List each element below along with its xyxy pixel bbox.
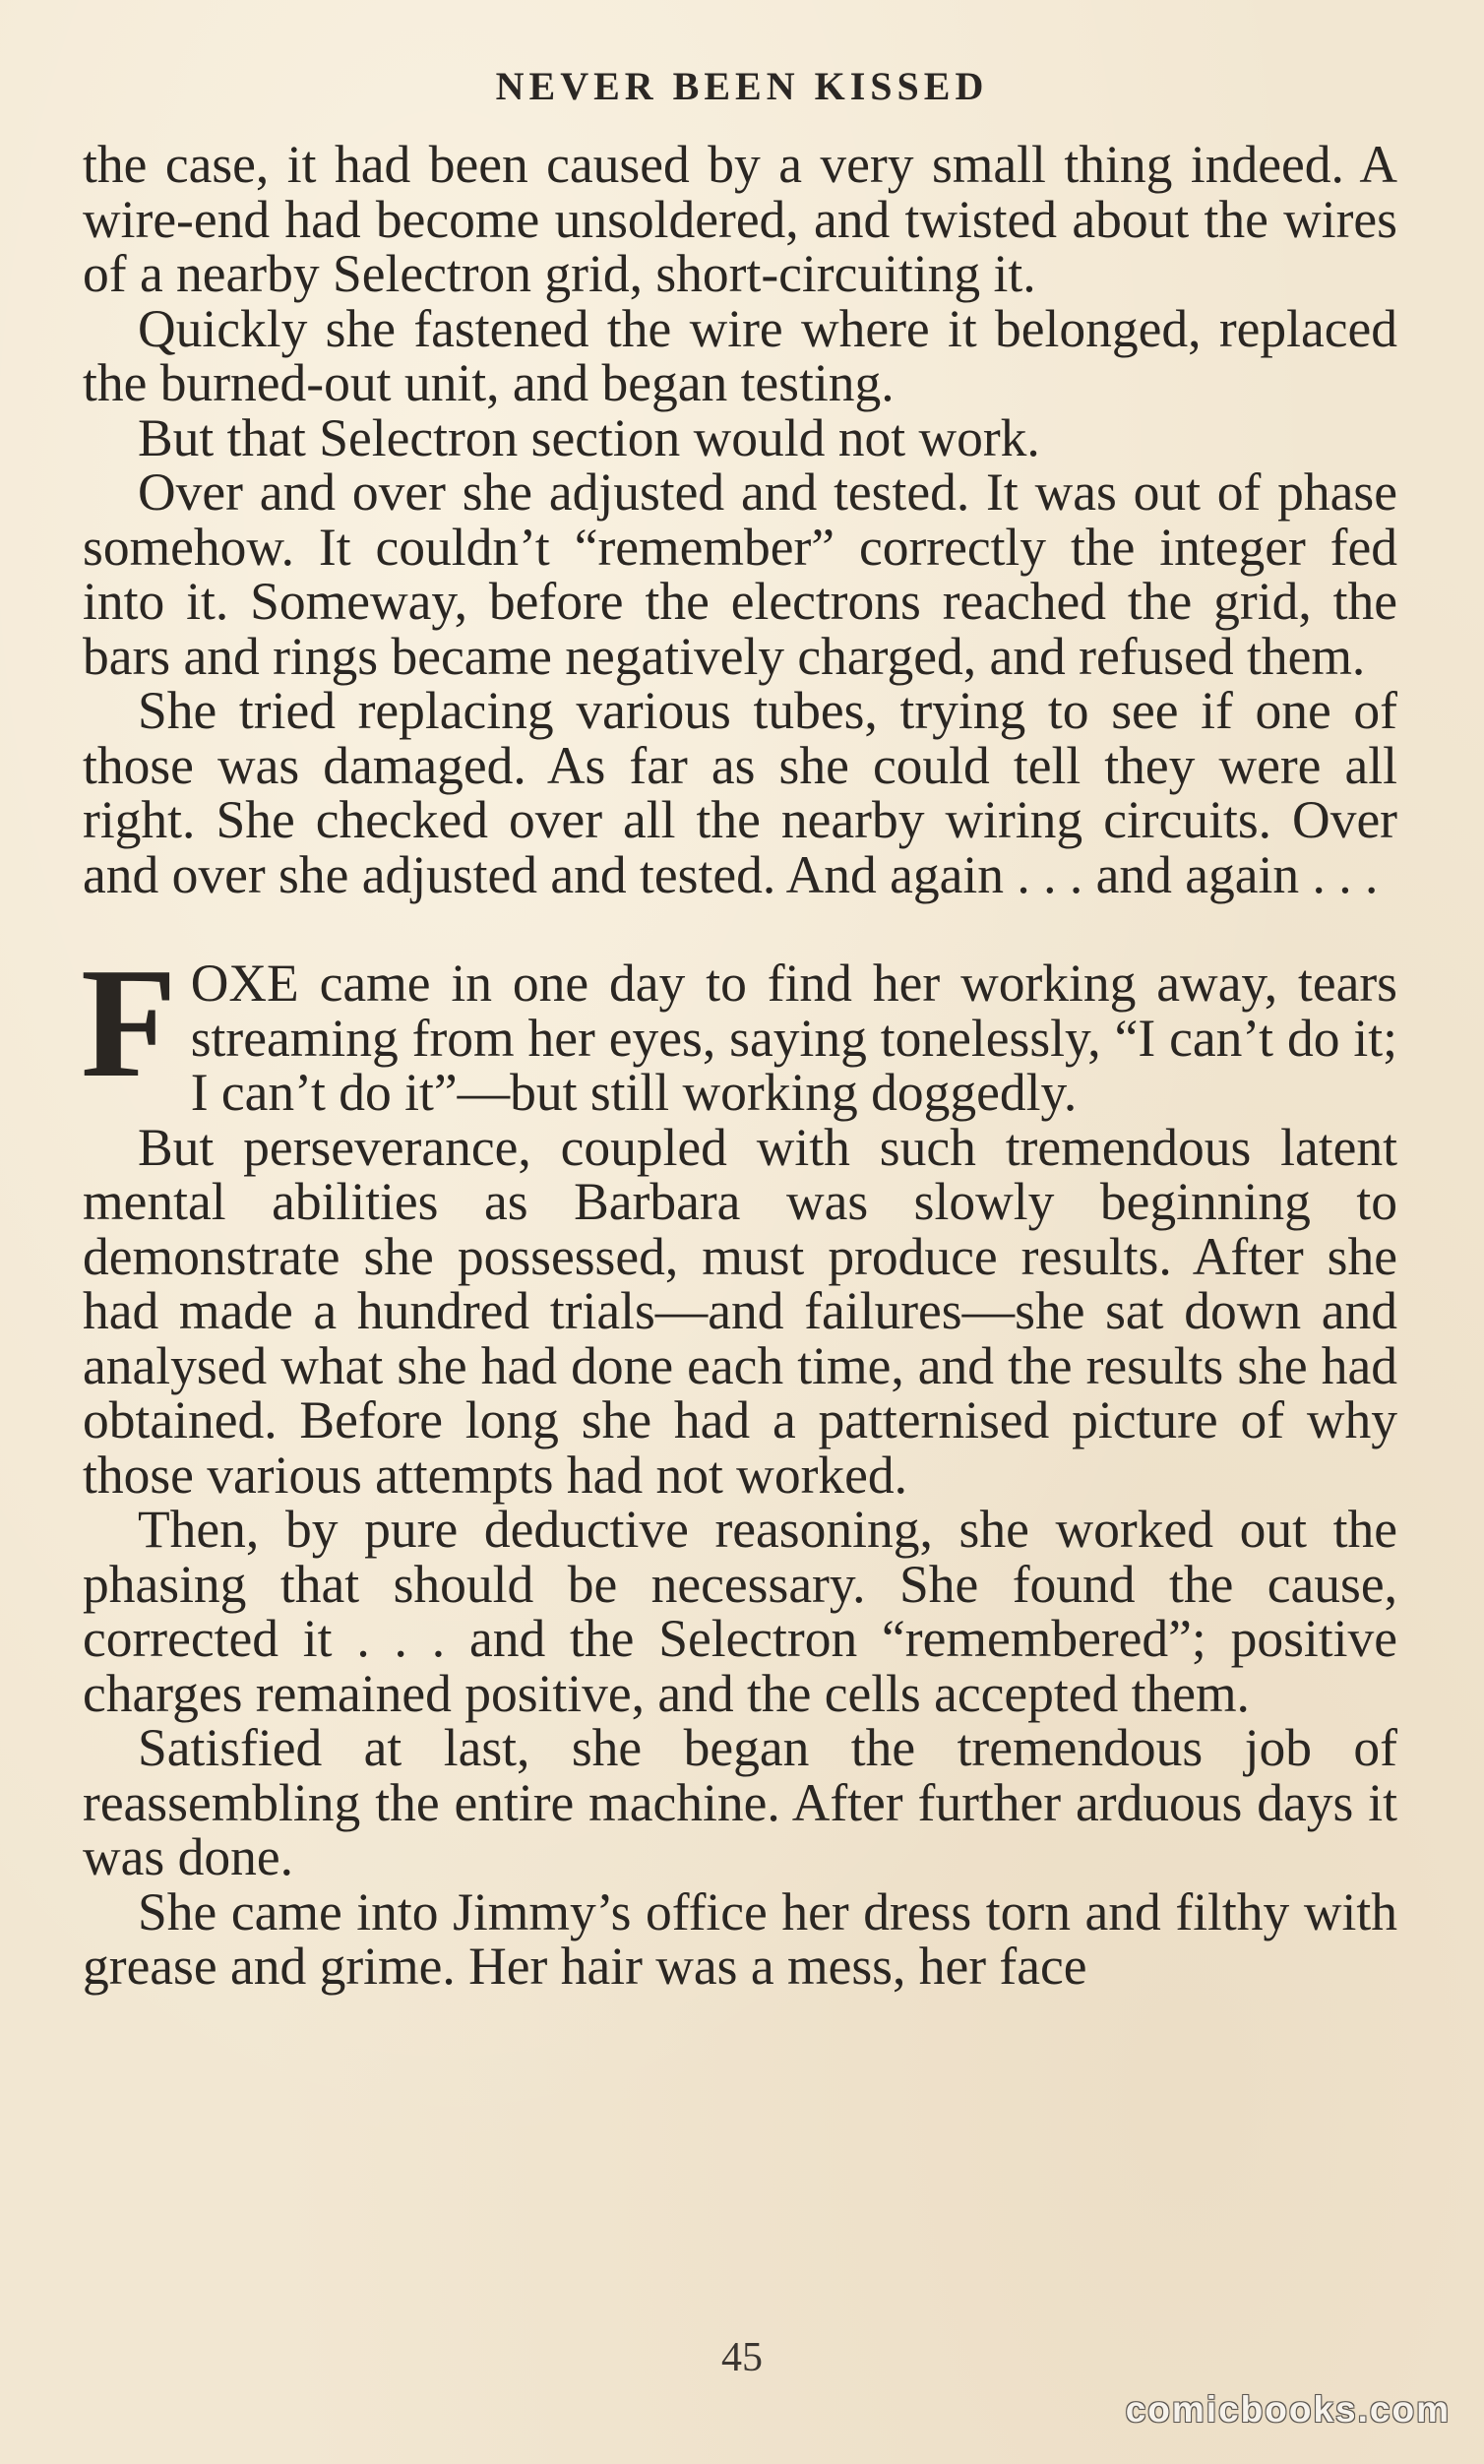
body-text — [81, 135, 1397, 1996]
running-title: NEVER BEEN KISSED — [495, 64, 989, 108]
paragraph: But that Selectron section would not work. — [138, 407, 1040, 467]
paragraph: Then, by pure deductive reasoning, she worked out the phasing that should be necessary. She found the cause, corrected it . . . and the Selectron “remembered”; positive charges remained positive, and the cells accepted them. — [83, 1500, 1397, 1723]
drop-cap-letter: F — [81, 935, 177, 1110]
page-number: 45 — [721, 2335, 763, 2380]
paragraph: Quickly she fastened the wire where it belonged, replaced the burned-out unit, and began testing. — [83, 298, 1397, 412]
section-opening-paragraph — [81, 935, 1397, 1122]
paragraph: Over and over she adjusted and tested. It was out of phase somehow. It couldn’t “remember” correctly the integer fed into it. Someway, before the electrons reached the grid, the bars and rings became negatively charged, and refused them. — [83, 462, 1397, 686]
source-watermark: comicbooks.com — [1125, 2389, 1451, 2430]
paragraph: But perseverance, coupled with such tremendous latent mental abilities as Barbara was slowly beginning to demonstrate she possessed, must produce results. After she had made a hundred trials—and failures—she sat down and analysed what she had done each time, and the results she had obtained. Before long she had a patternised picture of why those various attempts had not worked. — [83, 1117, 1397, 1505]
section-opening-text: came in one day to find her working away, tears streaming from her eyes, saying tonelessly, “I can’t do it; I can’t do it”—but still working doggedly. — [190, 954, 1397, 1122]
paragraph: She came into Jimmy’s office her dress torn and filthy with grease and grime. Her hair was a mess, her face — [83, 1881, 1397, 1996]
paragraph: Satisfied at last, she began the tremendous job of reassembling the entire machine. After further arduous days it was done. — [83, 1718, 1397, 1886]
paragraph: She tried replacing various tubes, trying to see if one of those was damaged. As far as she could tell they were all right. She checked over all the nearby wiring circuits. Over and over she adjusted and tested. And again . . . and again . . . — [83, 681, 1397, 904]
paragraph: the case, it had been caused by a very small thing indeed. A wire-end had become unsoldered, and twisted about the wires of a nearby Selectron grid, short-circuiting it. — [83, 135, 1397, 303]
section-first-word: OXE — [190, 954, 299, 1013]
